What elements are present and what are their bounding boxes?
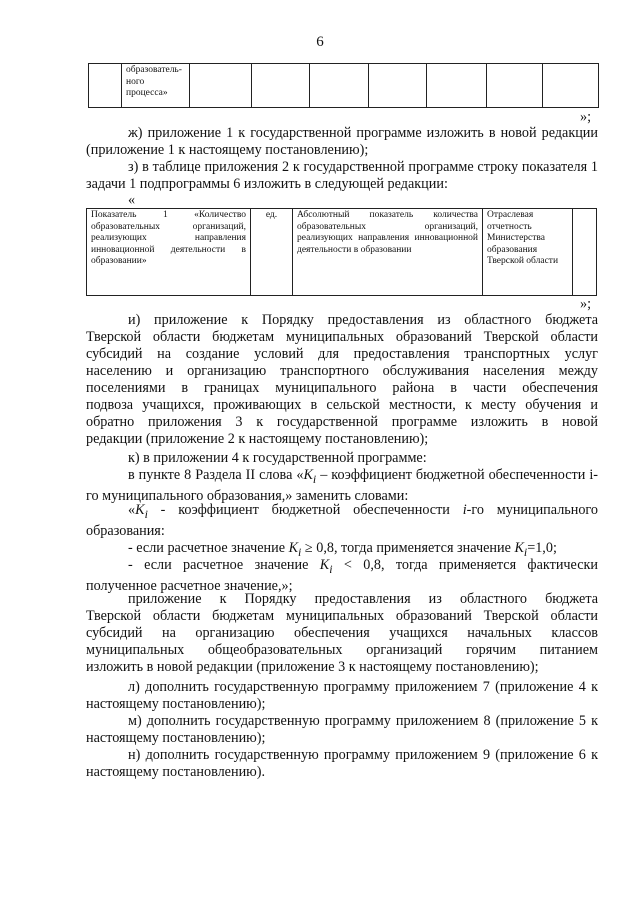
text-line: и) приложение к Порядку предоставления из областного бюджета xyxy=(128,312,598,328)
top-table-fragment xyxy=(88,63,599,108)
paragraph-k-cond1: - если расчетное значение $K_i \ge 0,8$, тогда применяется значение $K_i=1,0$; xyxy=(128,540,557,559)
paragraph-zh: ж) приложение 1 к государственной программе изложить в новой редакции (приложение 1 к настоящему постановлению); xyxy=(86,125,598,158)
text-line: редакции (приложение 2 к настоящему постановлению); xyxy=(86,431,429,447)
text-line: субсидий на организацию обеспечения учащихся начальных классов xyxy=(86,625,598,641)
table-cell xyxy=(252,64,310,108)
table-row xyxy=(87,209,597,296)
table-cell xyxy=(89,64,122,108)
opening-quote: « xyxy=(128,192,136,208)
paragraph-k-quote: «$K_i$ - коэффициент бюджетной обеспеченности i-го муниципального образования: xyxy=(86,502,598,539)
empty-cell xyxy=(573,209,597,296)
paragraph-k-cond2: - если расчетное значение $K_i < 0,8$, тогда применяется фактически полученное расчетное значение,»; xyxy=(86,557,598,594)
unit-cell: ед. xyxy=(251,209,293,296)
paragraph-z: з) в таблице приложения 2 к государственной программе строку показателя 1 задачи 1 подпрограммы 6 изложить в следующей редакции: xyxy=(86,159,598,192)
paragraph-k-appendix xyxy=(86,591,598,676)
text-line: муниципальных общеобразовательных организаций горячим питанием xyxy=(86,642,598,658)
paragraph-n: н) дополнить государственную программу приложением 9 (приложение 6 к настоящему постановлению). xyxy=(86,747,598,780)
text-line: населению и организацию транспортного обслуживания населения между xyxy=(86,363,598,379)
text-line: поселениями в границах муниципального района в части обеспечения xyxy=(86,380,598,396)
table-cell xyxy=(487,64,543,108)
paragraph-i xyxy=(86,312,598,448)
text-line: приложение к Порядку предоставления из областного бюджета xyxy=(128,591,598,607)
paragraph-l: л) дополнить государственную программу приложением 7 (приложение 4 к настоящему постановлению); xyxy=(86,679,598,712)
text-line: изложить в новой редакции (приложение 3 к настоящему постановлению); xyxy=(86,659,539,675)
indicator-row-table xyxy=(86,208,597,296)
indicator-description-cell: Абсолютный показатель количества образовательных организаций, реализующих направления инновационной деятельности в образовании xyxy=(293,209,483,296)
paragraph-m: м) дополнить государственную программу приложением 8 (приложение 5 к настоящему постановлению); xyxy=(86,713,598,746)
text-line: обратно приложения 3 к государственной программе изложить в новой xyxy=(86,414,598,430)
table-cell: образователь- ного процесса» xyxy=(122,64,190,108)
table-cell xyxy=(190,64,252,108)
page-number: 6 xyxy=(316,34,324,50)
text-line: субсидий на создание условий для предоставления транспортных услуг xyxy=(86,346,598,362)
text-line: Тверской области бюджетам муниципальных образований Тверской области xyxy=(86,329,598,345)
indicator-name-cell: Показатель 1 «Количество образовательных организаций, реализующих направления инновационной деятельности в образовании» xyxy=(87,209,251,296)
text-line: подвоза учащихся, проживающих в сельской местности, к месту обучения и xyxy=(86,397,598,413)
paragraph-k-item: в пункте 8 Раздела II слова «$K_i$ – коэффициент бюджетной обеспеченности i-го муниципального образования,» заменить словами: xyxy=(86,467,598,504)
table-cell xyxy=(427,64,487,108)
closing-quote: »; xyxy=(580,109,592,125)
source-cell: Отраслевая отчетность Министерства образования Тверской области xyxy=(483,209,573,296)
paragraph-k: к) в приложении 4 к государственной программе: xyxy=(128,450,427,466)
text-line: Тверской области бюджетам муниципальных образований Тверской области xyxy=(86,608,598,624)
table-cell xyxy=(543,64,599,108)
table-cell xyxy=(310,64,369,108)
table-row xyxy=(89,64,599,108)
closing-quote: »; xyxy=(580,296,592,312)
table-cell xyxy=(369,64,427,108)
